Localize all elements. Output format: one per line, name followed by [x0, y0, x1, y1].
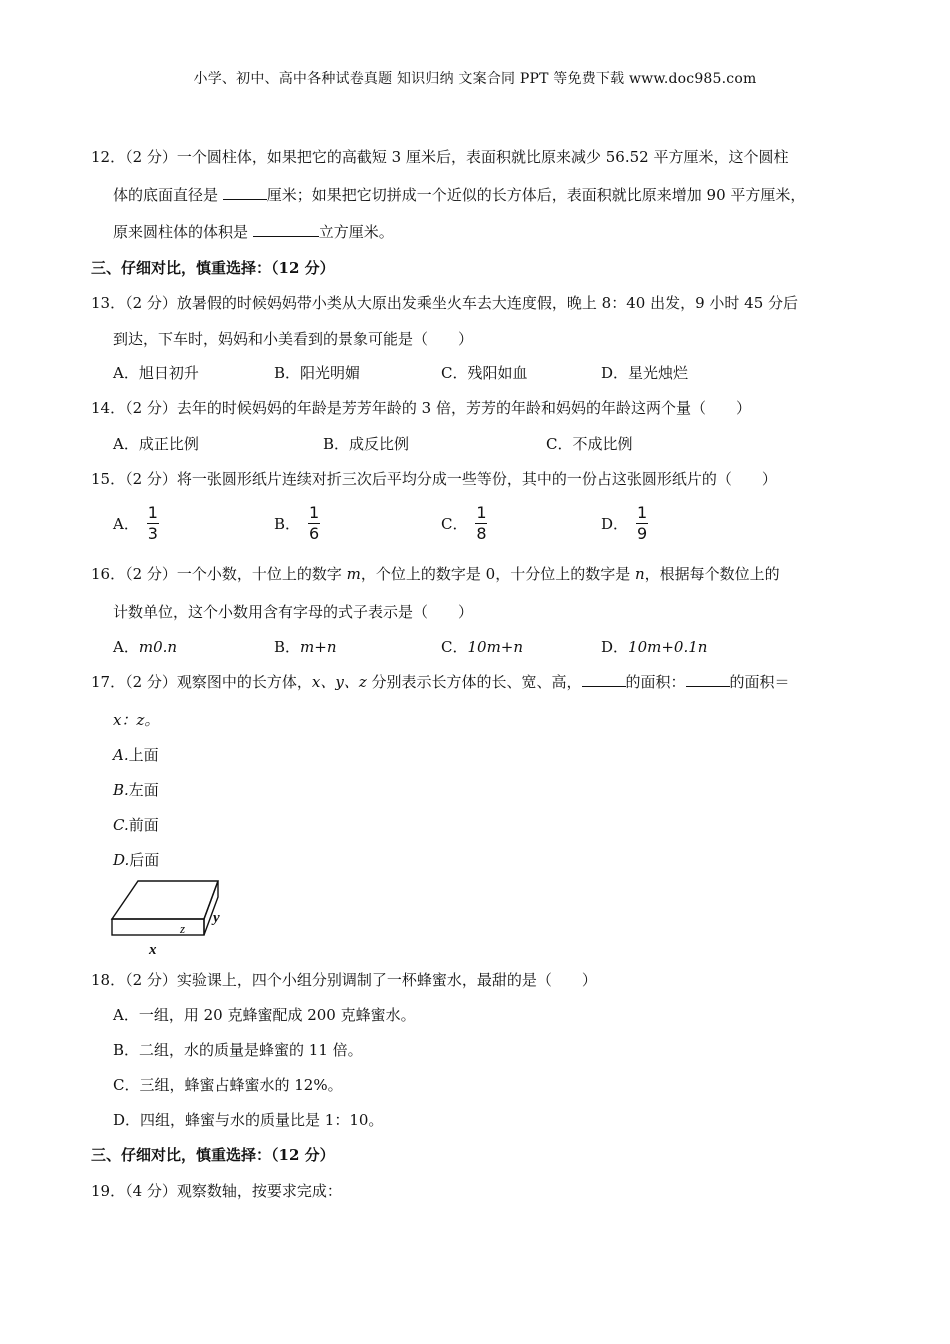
q16-option-b-expr: m+n	[300, 638, 337, 656]
fraction-one-third	[147, 504, 159, 543]
fraction-denominator: 3	[147, 524, 158, 543]
q12-blank-diameter[interactable]	[223, 185, 267, 200]
q12-line3-a: 原来圆柱体的体积是	[113, 223, 253, 241]
label-z: z	[180, 921, 186, 936]
fraction-numerator: 1	[476, 503, 487, 522]
q14-option-a[interactable]: A．成正比例	[113, 435, 199, 453]
q16-var-m: m	[346, 565, 361, 583]
q12-line3-b: 立方厘米。	[318, 223, 394, 241]
q17-option-a-letter: A.	[113, 746, 129, 764]
q13-line2: 到达，下车时，妈妈和小美看到的景象可能是（ ）	[113, 330, 474, 348]
q15-option-b-label: B．	[274, 515, 301, 533]
q15-option-a-label: A．	[113, 515, 139, 533]
cuboid-diagram	[108, 878, 233, 960]
q18-line1: 18．（2 分）实验课上，四个小组分别调制了一杯蜂蜜水，最甜的是（ ）	[91, 971, 597, 989]
fraction-denominator: 6	[308, 524, 320, 543]
q16-option-c-label: C．	[441, 638, 468, 656]
q17-option-c-text: 前面	[128, 816, 159, 834]
q17-line1-b: 分别表示长方体的长、宽、高，	[366, 673, 582, 691]
q13-line1: 13．（2 分）放暑假的时候妈妈带小类从大原出发乘坐火车去大连度假，晚上 8：40 出发，9 小时 45 分后	[91, 294, 799, 312]
q16-option-c[interactable]	[441, 636, 523, 657]
q17-line1-a: 17．（2 分）观察图中的长方体，	[91, 673, 312, 691]
q16-option-a-expr: m0.n	[138, 638, 178, 656]
q17-blank-2[interactable]	[686, 672, 730, 687]
q16-option-b[interactable]	[274, 636, 336, 657]
q17-blank-1[interactable]	[582, 672, 626, 687]
q16-line1	[91, 563, 780, 584]
fraction-one-eighth	[475, 504, 487, 543]
section-heading-3a: 三、仔细对比，慎重选择：（12 分）	[91, 259, 335, 277]
q16-option-c-expr: 10m+n	[467, 638, 524, 656]
q17-option-c-letter: C.	[113, 816, 129, 834]
q15-option-a[interactable]	[113, 504, 159, 543]
q17-line2: x：z。	[113, 711, 160, 729]
section-heading-3b: 三、仔细对比，慎重选择：（12 分）	[91, 1146, 335, 1164]
q12-line2-a: 体的底面直径是	[113, 186, 223, 204]
q19-line1: 19．（4 分）观察数轴，按要求完成：	[91, 1182, 342, 1200]
q17-option-d[interactable]	[113, 849, 159, 870]
q15-option-c-label: C．	[441, 515, 468, 533]
cuboid-front-face	[112, 919, 204, 935]
q17-option-b[interactable]	[113, 779, 159, 800]
q16-option-d-label: D．	[601, 638, 629, 656]
q14-line1: 14．（2 分）去年的时候妈妈的年龄是芳芳年龄的 3 倍，芳芳的年龄和妈妈的年龄这两个量（ ）	[91, 399, 751, 417]
q15-option-c[interactable]	[441, 504, 487, 543]
q14-option-b[interactable]: B．成反比例	[323, 435, 410, 453]
q16-option-b-label: B．	[274, 638, 301, 656]
q15-option-d[interactable]	[601, 504, 648, 543]
q13-option-b[interactable]: B．阳光明媚	[274, 364, 361, 382]
q12-line2-b: 厘米；如果把它切拼成一个近似的长方体后，表面积就比原来增加 90 平方厘米，	[266, 186, 806, 204]
fraction-one-sixth	[308, 504, 320, 543]
label-y: y	[213, 910, 220, 926]
q13-option-d[interactable]: D．星光烛烂	[601, 364, 689, 382]
q16-option-a-label: A．	[113, 638, 139, 656]
q12-line1: 12．（2 分）一个圆柱体，如果把它的高截短 3 厘米后，表面积就比原来减少 56.52 平方厘米，这个圆柱	[91, 148, 789, 166]
q16-option-d[interactable]	[601, 636, 707, 657]
label-x: x	[149, 942, 157, 958]
q16-line1-c: ，根据每个数位上的	[644, 565, 780, 583]
q12-blank-volume[interactable]	[253, 222, 319, 237]
q12-line3	[113, 221, 394, 242]
q17-line1-c: 的面积：	[625, 673, 686, 691]
q18-option-b[interactable]: B．二组，水的质量是蜂蜜的 11 倍。	[113, 1041, 363, 1059]
cuboid-side-face	[204, 881, 218, 935]
fraction-one-ninth	[636, 504, 648, 543]
q17-xyz: x、y、z	[311, 673, 367, 691]
q13-option-a[interactable]: A．旭日初升	[113, 364, 199, 382]
cuboid-top-face	[112, 881, 218, 919]
q17-option-a-text: 上面	[128, 746, 159, 764]
q18-option-d[interactable]: D．四组，蜂蜜与水的质量比是 1：10。	[113, 1111, 384, 1129]
q18-option-c[interactable]: C．三组，蜂蜜占蜂蜜水的 12%。	[113, 1076, 343, 1094]
q16-line2: 计数单位，这个小数用含有字母的式子表示是（ ）	[113, 603, 474, 621]
q13-option-c[interactable]: C．残阳如血	[441, 364, 528, 382]
q17-option-d-letter: D.	[113, 851, 130, 869]
q17-option-d-text: 后面	[129, 851, 160, 869]
q17-option-b-text: 左面	[128, 781, 159, 799]
q16-line1-b: ，个位上的数字是 0，十分位上的数字是	[360, 565, 635, 583]
fraction-denominator: 8	[476, 524, 487, 543]
q14-option-c[interactable]: C．不成比例	[546, 435, 633, 453]
q16-option-a[interactable]	[113, 636, 177, 657]
q16-option-d-expr: 10m+0.1n	[628, 638, 708, 656]
q12-line2	[113, 184, 805, 205]
q17-line1	[91, 671, 790, 692]
q15-line1: 15．（2 分）将一张圆形纸片连续对折三次后平均分成一些等份，其中的一份占这张圆形纸片的（ ）	[91, 470, 777, 488]
q16-line1-a: 16．（2 分）一个小数，十位上的数字	[91, 565, 347, 583]
q17-option-b-letter: B.	[113, 781, 129, 799]
q18-option-a[interactable]: A．一组，用 20 克蜂蜜配成 200 克蜂蜜水。	[113, 1006, 416, 1024]
fraction-denominator: 9	[636, 524, 648, 543]
q15-option-d-label: D．	[601, 515, 629, 533]
q15-option-b[interactable]	[274, 504, 320, 543]
fraction-numerator: 1	[308, 503, 320, 522]
page-header: 小学、初中、高中各种试卷真题 知识归纳 文案合同 PPT 等免费下载 www.doc985.com	[193, 71, 757, 87]
q17-option-a[interactable]	[113, 744, 159, 765]
fraction-numerator: 1	[636, 503, 648, 522]
q16-var-n: n	[635, 565, 645, 583]
q17-option-c[interactable]	[113, 814, 159, 835]
fraction-numerator: 1	[147, 503, 158, 522]
q17-line1-d: 的面积＝	[729, 673, 790, 691]
